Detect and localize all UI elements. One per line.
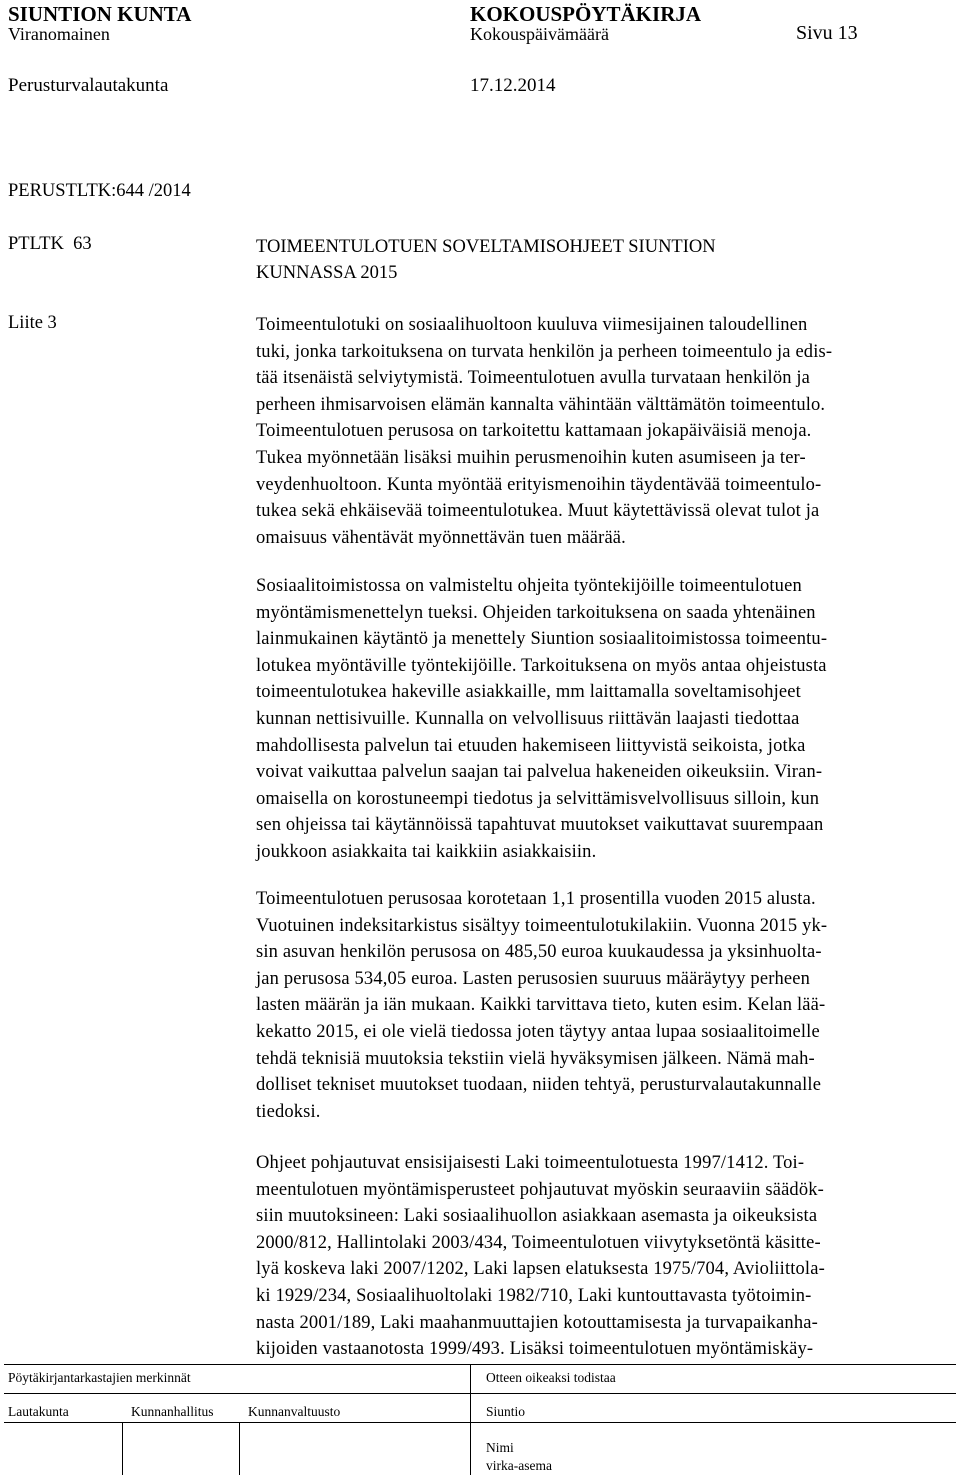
text-line: ki 1929/234, Sosiaalihuoltolaki 1982/710, Laki kuntouttavasta työtoimin-	[256, 1285, 812, 1306]
footer-center-divider	[470, 1364, 471, 1475]
text-line: tiedoksi.	[256, 1101, 321, 1122]
footer-mid-rule	[4, 1393, 956, 1394]
footer-row-rule	[4, 1422, 956, 1423]
text-line: mahdollisesta palvelun tai etuuden hakemiseen liittyvistä seikoista, jotka	[256, 735, 806, 756]
text-line: Sosiaalitoimistossa on valmisteltu ohjeita työntekijöille toimeentulotuen	[256, 576, 802, 596]
meeting-date: 17.12.2014	[470, 75, 556, 96]
text-line: tuki, jonka tarkoituksena on turvata henkilön ja perheen toimeentulo ja edis-	[256, 341, 833, 362]
reviewers-label: Pöytäkirjantarkastajien merkinnät	[8, 1370, 191, 1385]
attachment-label: Liite 3	[8, 313, 57, 333]
text-line: siin muutoksineen: Laki sosiaalihuollon asiakkaan asemasta ja oikeuksista	[256, 1206, 818, 1227]
text-line: omaisuus vähentävät myönnettävän tuen määrää.	[256, 527, 626, 548]
text-line: jan perusosa 534,05 euroa. Lasten perusosien suuruus määräytyy perheen	[256, 968, 811, 989]
paragraph-guidelines	[256, 573, 946, 866]
section-title	[256, 234, 716, 286]
document-type: KOKOUSPÖYTÄKIRJA	[470, 2, 702, 26]
organization-name: SIUNTION KUNTA	[8, 2, 192, 26]
authority-name: Perusturvalautakunta	[8, 75, 169, 96]
section-title-line: KUNNASSA 2015	[256, 263, 398, 283]
text-line: tukea sekä ehkäisevää toimeentulotukea. Muut käytettävissä olevat tulot ja	[256, 501, 820, 522]
footer-col-divider	[122, 1422, 123, 1475]
text-line: toimeentulotukea hakeville asiakkaille, mm laittamalla soveltamisohjeet	[256, 682, 801, 703]
text-line: myöntämismenettelyn tueksi. Ohjeiden tarkoituksena on saada yhtenäinen	[256, 602, 816, 623]
text-line: nasta 2001/189, Laki maahanmuuttajien kotouttamisesta ja turvapaikanha-	[256, 1312, 818, 1333]
footer-top-rule	[4, 1364, 956, 1365]
text-line: lainmukainen käytäntö ja menettely Siuntion sosiaalitoimistossa toimeentu-	[256, 629, 828, 650]
text-line: lyä koskeva laki 2007/1202, Laki lapsen elatuksesta 1975/704, Avioliittola-	[256, 1259, 825, 1280]
text-line: dolliset tekniset muutokset tuodaan, niiden tehtyä, perusturvalautakunnalle	[256, 1075, 822, 1096]
footer-name-label: Nimi	[486, 1440, 514, 1455]
text-line: meentulotuen myöntämisperusteet pohjautuvat myöskin seuraaviin säädök-	[256, 1179, 824, 1200]
text-line: Toimeentulotuen perusosa on tarkoitettu kattamaan jokapäiväisiä menoja.	[256, 421, 812, 442]
paragraph-basic-amount	[256, 886, 946, 1125]
text-line: 2000/812, Hallintolaki 2003/434, Toimeentulotuen viivytyksetöntä käsitte-	[256, 1232, 821, 1253]
text-line: lasten määrän ja iän mukaan. Kaikki tarvittava tieto, kuten esim. Kelan lää-	[256, 995, 826, 1016]
footer-col-divider	[239, 1422, 240, 1475]
section-title-line: TOIMEENTULOTUEN SOVELTAMISOHJEET SIUNTION	[256, 237, 716, 257]
text-line: joukkoon asiakkaita tai kaikkiin asiakkaisiin.	[256, 841, 597, 862]
text-line: tää itsenäistä selviytymistä. Toimeentulotuen avulla turvataan henkilön ja	[256, 368, 811, 389]
footer-col-committee: Lautakunta	[8, 1404, 69, 1419]
paragraph-legislation	[256, 1150, 946, 1363]
text-line: lotukea myöntäville työntekijöille. Tarkoituksena on myös antaa ohjeistusta	[256, 655, 827, 676]
text-line: Vuotuinen indeksitarkistus sisältyy toimeentulotukilakiin. Vuonna 2015 yk-	[256, 915, 828, 936]
footer-position-label: virka-asema	[486, 1458, 552, 1473]
footer-col-board: Kunnanhallitus	[131, 1404, 214, 1419]
case-reference: PERUSTLTK:644 /2014	[8, 181, 191, 201]
page-number: Sivu 13	[796, 22, 858, 44]
text-line: Tukea myönnetään lisäksi muihin perusmenoihin kuten asumiseen ja ter-	[256, 447, 806, 468]
footer-place: Siuntio	[486, 1404, 526, 1419]
text-line: Ohjeet pohjautuvat ensisijaisesti Laki toimeentulotuesta 1997/1412. Toi-	[256, 1153, 805, 1173]
text-line: kijoiden vastaanotosta 1999/493. Lisäksi toimeentulotuen myöntämiskäy-	[256, 1339, 814, 1360]
text-line: sin asuvan henkilön perusosa on 485,50 euroa kuukaudessa ja yksinhuolta-	[256, 942, 822, 963]
text-line: perheen ihmisarvoisen elämän kannalta vähintään välttämätön toimeentulo.	[256, 394, 826, 415]
text-line: voivat vaikuttaa palvelun saajan tai palvelua hakeneiden oikeuksiin. Viran-	[256, 762, 823, 783]
meeting-date-label: Kokouspäivämäärä	[470, 24, 609, 44]
text-line: kunnan nettisivuille. Kunnalla on velvollisuus riittävän laajasti tiedottaa	[256, 708, 800, 729]
footer-col-council: Kunnanvaltuusto	[248, 1404, 341, 1419]
text-line: kekatto 2015, ei ole vielä tiedossa joten täytyy antaa lupaa sosiaalitoimelle	[256, 1021, 820, 1042]
text-line: tehdä teknisiä muutoksia tekstiin vielä hyväksymisen jälkeen. Nämä mah-	[256, 1048, 815, 1069]
paragraph-intro	[256, 312, 946, 551]
certified-label: Otteen oikeaksi todistaa	[486, 1370, 616, 1385]
text-line: omaisella on korostuneempi tiedotus ja selvittämisvelvollisuus silloin, kun	[256, 788, 820, 809]
authority-label: Viranomainen	[8, 24, 110, 44]
text-line: sen ohjeissa tai käytännöissä tapahtuvat muutokset vaikuttavat suurempaan	[256, 815, 824, 836]
section-number: PTLTK 63	[8, 234, 92, 254]
text-line: veydenhuoltoon. Kunta myöntää erityismenoihin täydentävää toimeentulo-	[256, 474, 822, 495]
text-line: Toimeentulotuki on sosiaalihuoltoon kuuluva viimesijainen taloudellinen	[256, 315, 808, 335]
text-line: Toimeentulotuen perusosaa korotetaan 1,1 prosentilla vuoden 2015 alusta.	[256, 889, 816, 909]
